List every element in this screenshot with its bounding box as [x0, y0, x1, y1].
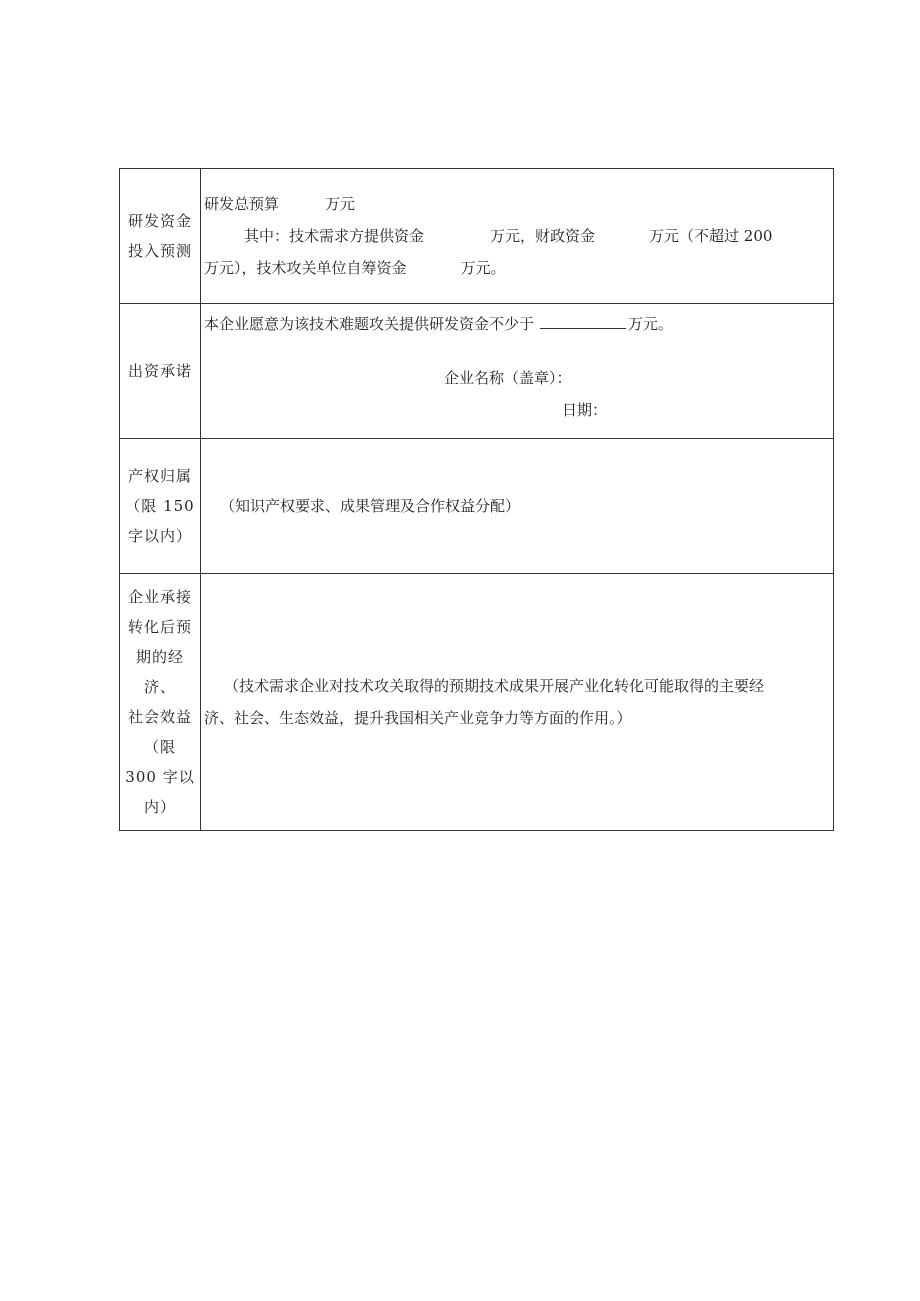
benefit-label-line6: （限 — [143, 738, 176, 756]
benefit-label-line3: 期的经 — [135, 648, 184, 666]
benefit-label-line2: 转化后预 — [127, 618, 192, 636]
total-budget-unit: 万元 — [325, 195, 356, 213]
ip-label-line3: 字以内） — [127, 527, 192, 545]
commitment-row — [120, 304, 834, 439]
budget-label-cell — [120, 169, 201, 304]
benefit-label-line8: 内） — [143, 798, 176, 816]
total-budget-text: 研发总预算 — [204, 195, 280, 213]
date-line[interactable] — [204, 394, 827, 426]
benefit-label-line5: 社会效益 — [127, 708, 192, 726]
budget-label-line1: 研发资金 — [127, 212, 192, 230]
ip-content-cell[interactable] — [201, 439, 834, 574]
budget-content-cell[interactable] — [201, 169, 834, 304]
budget-label-line2: 投入预测 — [127, 242, 192, 260]
fiscal-limit-text: 万元（不超过 200 — [649, 227, 773, 245]
pledge-line — [204, 308, 827, 340]
pledge-unit: 万元。 — [628, 315, 674, 333]
commitment-label: 出资承诺 — [127, 362, 192, 380]
benefit-label-line4: 济、 — [143, 678, 176, 696]
commitment-content-cell — [201, 304, 834, 439]
fiscal-funding-text: 万元，财政资金 — [490, 227, 596, 245]
commitment-label-cell — [120, 304, 201, 439]
ip-ownership-row — [120, 439, 834, 574]
benefit-label-cell — [120, 574, 201, 831]
company-name-seal-line[interactable] — [204, 362, 827, 394]
self-raised-funding-line — [204, 252, 827, 284]
pledge-amount-blank[interactable] — [540, 314, 626, 329]
ip-hint-text: （知识产权要求、成果管理及合作权益分配） — [220, 497, 521, 515]
funding-breakdown-line — [204, 220, 827, 252]
benefit-label-line1: 企业承接 — [127, 588, 192, 606]
benefit-label-line7: 300 字以 — [125, 768, 195, 786]
date-label: 日期： — [562, 401, 608, 419]
company-name-seal-label: 企业名称（盖章）： — [444, 369, 572, 387]
self-raised-funding-text: 万元），技术攻关单位自筹资金 — [204, 259, 407, 277]
budget-row — [120, 169, 834, 304]
total-budget-line — [204, 188, 827, 220]
benefit-hint-line1: （技术需求企业对技术攻关取得的预期技术成果开展产业化转化可能取得的主要经 — [224, 677, 765, 695]
ip-label-cell — [120, 439, 201, 574]
ip-label-line2: （限 150 — [125, 497, 195, 515]
benefit-content-cell[interactable] — [201, 574, 834, 831]
application-form-table — [119, 168, 834, 831]
benefit-hint-line2: 济、社会、生态效益，提升我国相关产业竞争力等方面的作用。） — [204, 709, 632, 727]
expected-benefit-row — [120, 574, 834, 831]
pledge-text: 本企业愿意为该技术难题攻关提供研发资金不少于 — [204, 315, 535, 333]
demand-side-funding-text: 其中：技术需求方提供资金 — [244, 227, 425, 245]
ip-label-line1: 产权归属 — [127, 467, 192, 485]
self-raised-funding-unit: 万元。 — [460, 259, 506, 277]
